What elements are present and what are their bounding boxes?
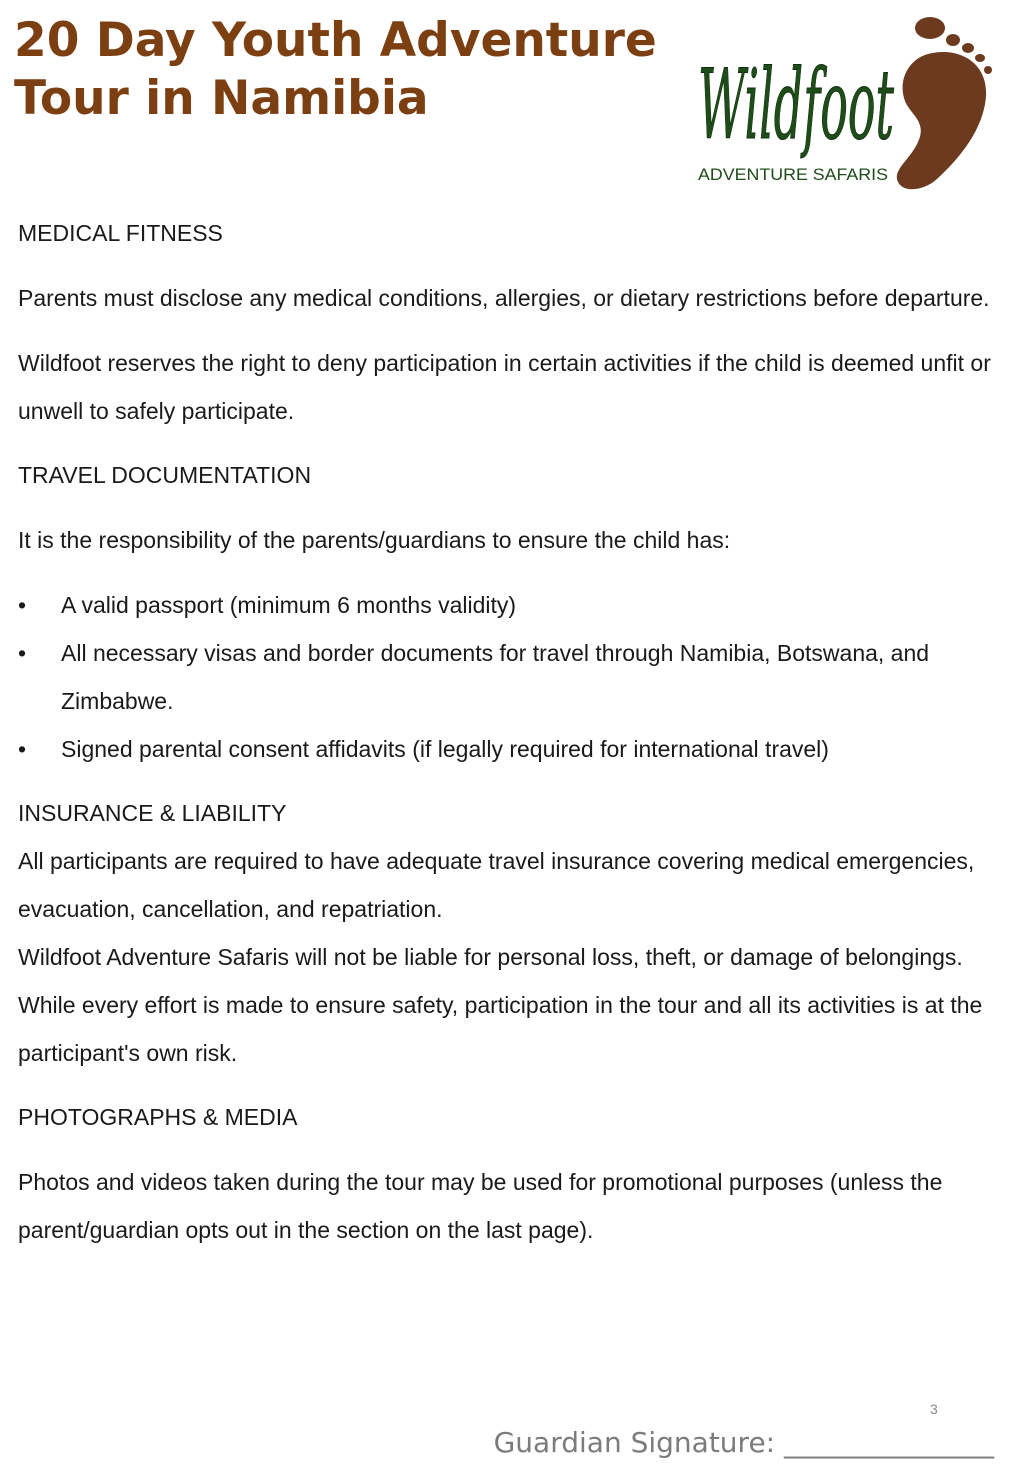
section-heading-insurance: INSURANCE & LIABILITY <box>18 800 287 826</box>
bullet-icon: • <box>18 736 27 762</box>
document-body <box>18 210 1008 1254</box>
wildfoot-logo <box>690 10 1000 195</box>
list-item-text: Signed parental consent affidavits (if legally required for international travel) <box>61 736 829 762</box>
travel-intro: It is the responsibility of the parents/guardians to ensure the child has: <box>18 527 731 553</box>
list-item <box>18 581 1008 629</box>
logo-wordmark: Wildfoot <box>698 49 895 161</box>
page-number: 3 <box>930 1401 938 1417</box>
photos-paragraph-1: Photos and videos taken during the tour may be used for promotional purposes (unless the parent/guardian opts out in the section on the last page). <box>18 1169 943 1243</box>
insurance-paragraph-1: All participants are required to have adequate travel insurance covering medical emergencies, evacuation, cancellation, and repatriation. <box>18 848 975 922</box>
bullet-icon: • <box>18 640 27 666</box>
title-line-1: 20 Day Youth Adventure <box>14 13 657 68</box>
footprint-icon <box>897 17 992 189</box>
travel-requirements-list <box>18 581 1008 773</box>
insurance-paragraph-3: While every effort is made to ensure safety, participation in the tour and all its activities is at the participant's own risk. <box>18 992 983 1066</box>
list-item <box>18 629 1008 725</box>
section-heading-medical: MEDICAL FITNESS <box>18 220 223 246</box>
page-title <box>14 12 657 128</box>
insurance-paragraph-2: Wildfoot Adventure Safaris will not be liable for personal loss, theft, or damage of belongings. <box>18 944 963 970</box>
title-line-2: Tour in Namibia <box>14 71 429 126</box>
bullet-icon: • <box>18 592 27 618</box>
list-item-text: All necessary visas and border documents for travel through Namibia, Botswana, and Zimbabwe. <box>61 640 930 714</box>
section-heading-photos: PHOTOGRAPHS & MEDIA <box>18 1104 298 1130</box>
section-heading-travel: TRAVEL DOCUMENTATION <box>18 462 312 488</box>
medical-paragraph-2: Wildfoot reserves the right to deny participation in certain activities if the child is deemed unfit or unwell to safely participate. <box>18 350 991 424</box>
medical-paragraph-1: Parents must disclose any medical conditions, allergies, or dietary restrictions before departure. <box>18 285 990 311</box>
logo-tagline: ADVENTURE SAFARIS <box>698 165 888 184</box>
list-item-text: A valid passport (minimum 6 months validity) <box>61 592 517 618</box>
guardian-signature-line: Guardian Signature: _______________ <box>493 1426 994 1459</box>
list-item <box>18 725 1008 773</box>
